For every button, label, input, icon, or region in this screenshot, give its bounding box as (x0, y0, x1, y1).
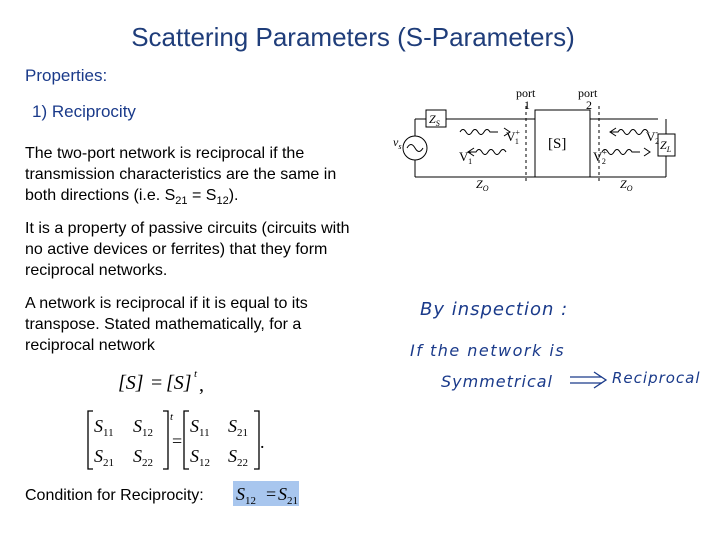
para2-line2: no active devices or ferrites) that they form (25, 241, 328, 258)
subscript-12: 12 (216, 195, 229, 208)
paragraph-definition (25, 143, 336, 212)
m2-s12: $S_{12}$ (190, 446, 210, 469)
reflected-wave-port2 (610, 130, 648, 135)
zl-label: $Z_L$ (660, 138, 672, 154)
m1-s21: $S_{21}$ (94, 446, 114, 469)
port1-number: 1 (524, 98, 530, 112)
para1-line3-end: ). (228, 187, 239, 204)
eq1-comma: , (199, 374, 204, 396)
right-matrix-close-bracket (254, 411, 259, 469)
para3-line3: reciprocal network (25, 337, 155, 354)
source-voltage-label: $v_s$ (393, 135, 402, 151)
cond-s12: $S_{12}$ (236, 484, 256, 507)
reflected-wave-port1 (468, 150, 506, 155)
handwritten-by-inspection: By inspection : (420, 299, 569, 320)
para2-line3: reciprocal networks. (25, 262, 168, 279)
z0-left-label: $Z_O$ (476, 177, 489, 193)
condition-equation (233, 481, 301, 507)
v2-minus-label: V-2 (646, 128, 660, 146)
cond-s21: $S_{21}$ (278, 484, 298, 507)
port1-label: port (516, 86, 536, 100)
incident-wave-port2 (602, 150, 640, 155)
handwritten-symmetrical: Symmetrical (441, 372, 553, 391)
left-matrix-close-bracket (163, 411, 168, 469)
eq2-equals: = (172, 431, 183, 451)
eq1-lhs: [S] (118, 372, 144, 394)
handwritten-if-network: If the network is (410, 341, 566, 360)
paragraph-passive (25, 218, 350, 281)
s-matrix-label: [S] (548, 136, 567, 152)
eq1-superscript-t: t (194, 368, 198, 380)
two-port-circuit-diagram (390, 84, 692, 196)
port2-label: port (578, 86, 598, 100)
z0-right-label: $Z_O$ (620, 177, 633, 193)
port2-number: 2 (586, 98, 592, 112)
para3-line1: A network is reciprocal if it is equal to its (25, 295, 308, 312)
para1-line3 (25, 185, 336, 212)
m1-s11: $S_{11}$ (94, 416, 114, 439)
m1-s12: $S_{12}$ (133, 416, 153, 439)
condition-label: Condition for Reciprocity: (25, 487, 204, 504)
v1-minus-label: V-1 (459, 148, 473, 166)
m2-s21: $S_{21}$ (228, 416, 248, 439)
subscript-21: 21 (175, 195, 188, 208)
v2-plus-label: V+ 2 (593, 148, 607, 166)
equation-matrix (84, 408, 270, 472)
para1-line3-mid: = S (187, 187, 217, 204)
m2-s11: $S_{11}$ (190, 416, 210, 439)
left-matrix-open-bracket (88, 411, 93, 469)
equation-transpose (115, 365, 205, 399)
para2-line1: It is a property of passive circuits (circuits with (25, 220, 350, 237)
arrow-right-icon (644, 148, 650, 156)
eq2-period: . (260, 432, 265, 452)
slide-title: Scattering Parameters (S-Parameters) (131, 22, 575, 52)
implies-arrow-icon (568, 370, 610, 390)
paragraph-transpose (25, 293, 308, 356)
zs-label: $Z_S$ (429, 112, 440, 128)
sine-wave-icon (407, 145, 423, 152)
m1-s22: $S_{22}$ (133, 446, 153, 469)
incident-wave-port1 (460, 130, 498, 135)
eq1-equals: = (151, 372, 163, 394)
para1-line2: transmission characteristics are the same in (25, 166, 337, 183)
v1-plus-label: V+ 1 (506, 128, 520, 146)
properties-label: Properties: (25, 66, 108, 85)
right-matrix-open-bracket (184, 411, 189, 469)
m2-s22: $S_{22}$ (228, 446, 248, 469)
reciprocity-heading: 1) Reciprocity (32, 102, 136, 121)
cond-equals: = (266, 484, 277, 504)
handwritten-reciprocal: Reciprocal (612, 369, 701, 387)
eq1-rhs: [S] (166, 372, 192, 394)
para1-line3-prefix: both directions (i.e. S (25, 187, 176, 204)
eq2-superscript-t: t (170, 411, 174, 423)
para3-line2: transpose. Stated mathematically, for a (25, 316, 302, 333)
para1-line1: The two-port network is reciprocal if the (25, 145, 305, 162)
